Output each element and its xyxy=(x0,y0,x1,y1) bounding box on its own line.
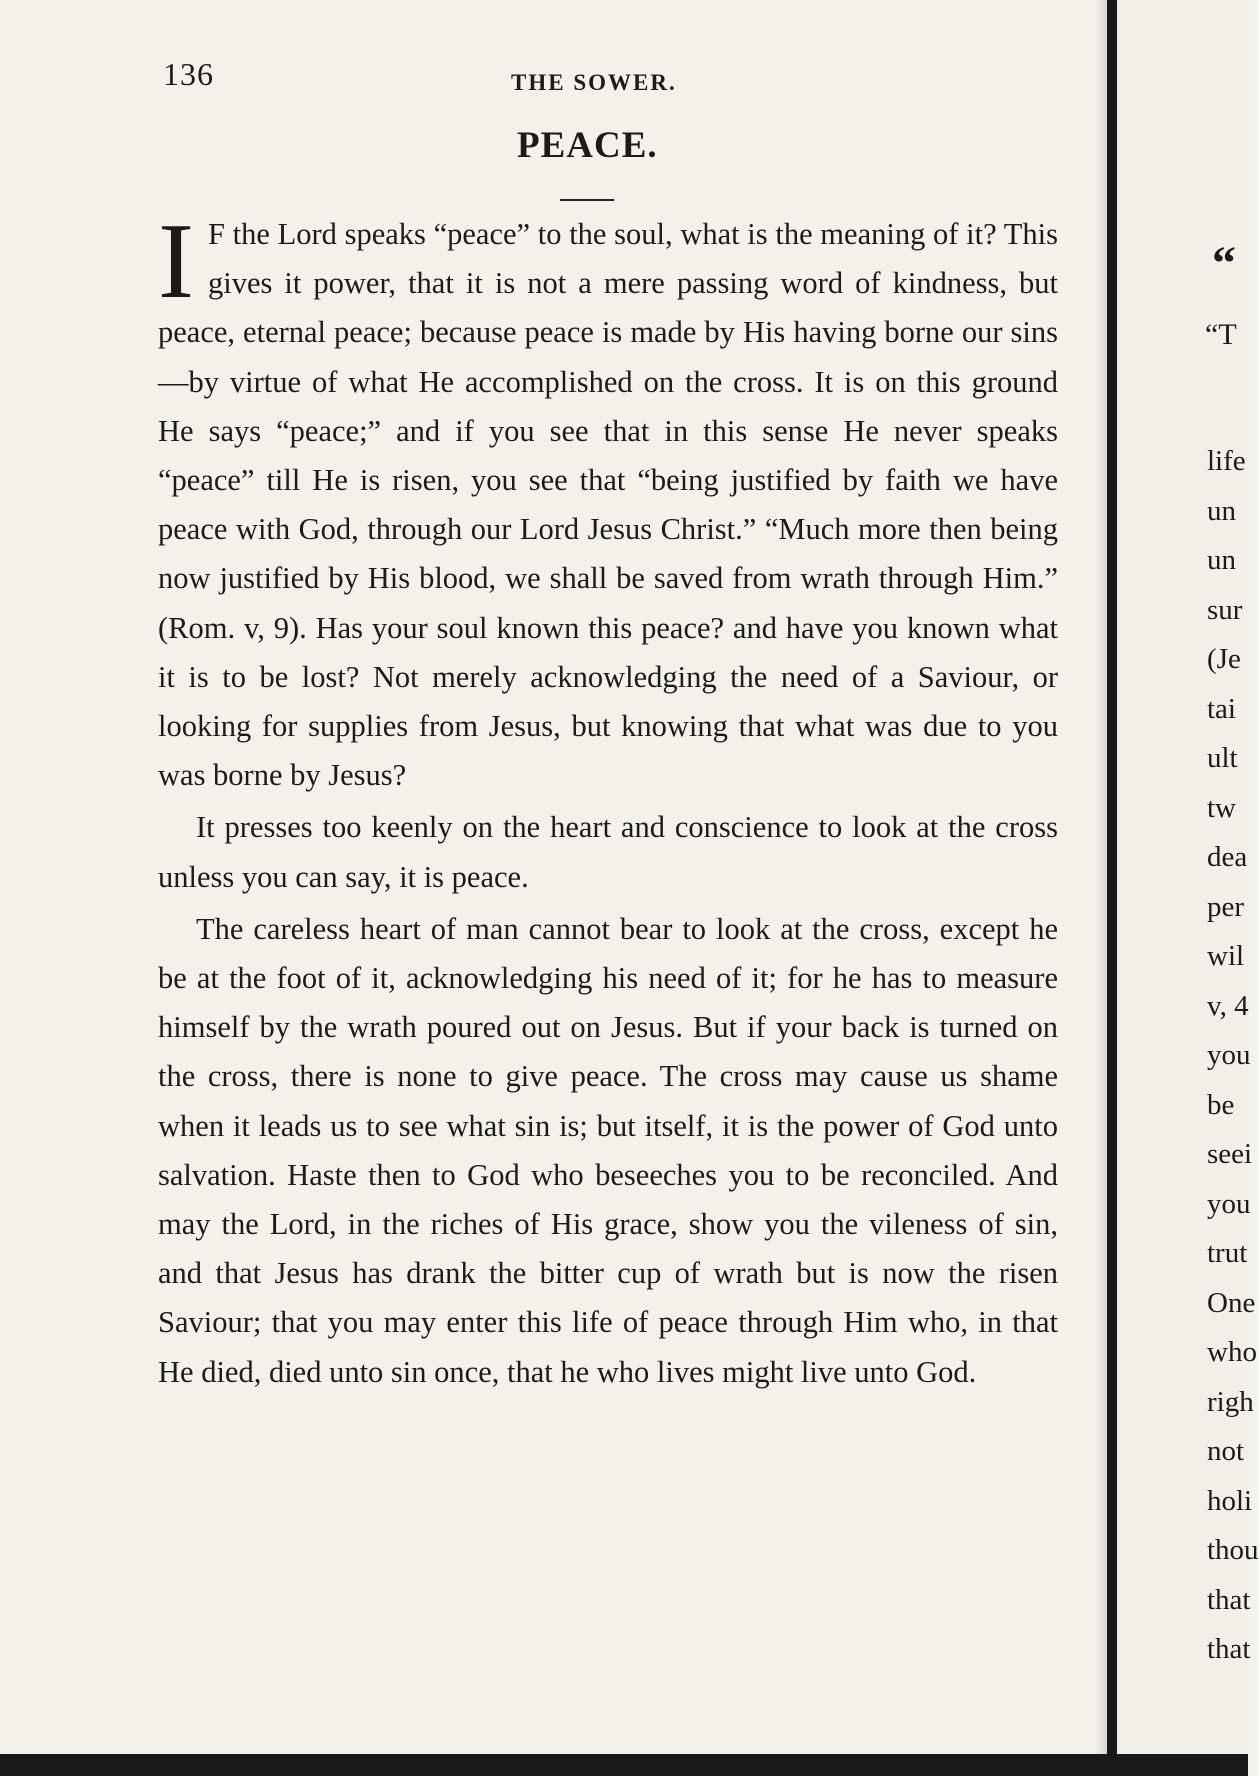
facing-page-line-fragment: who xyxy=(1207,1336,1257,1368)
facing-page-line-fragment: that xyxy=(1207,1583,1251,1616)
page-number: 136 xyxy=(163,56,214,92)
paragraph-1 xyxy=(158,202,1058,800)
facing-page-line-fragment: One xyxy=(1207,1286,1256,1319)
article-title: PEACE. xyxy=(517,125,658,166)
facing-page-line-fragment: you xyxy=(1207,1187,1251,1220)
facing-page-line-fragment: thou xyxy=(1207,1534,1259,1566)
paragraph-3: The careless heart of man cannot bear to look at the cross, except he be at the foot of it, acknowledging his need of it; for he has to measure himself by the wrath poured out on Jesus. But if your back is turned on the cross, there is none to give peace. The cross may cause us shame when it leads us to see what sin is; but itself, it is the power of God unto salvation. Haste then to God who beseeches you to be reconciled. And may the Lord, in the riches of His grace, show you the vileness of sin, and that Jesus has drank the bitter cup of wrath but is now the risen Saviour; that you may enter this life of peace through Him who, in that He died, died unto sin once, that he who lives might live unto God. xyxy=(158,911,1058,1389)
facing-page-line-fragment: seei xyxy=(1207,1138,1253,1170)
facing-page-line-fragment: not xyxy=(1207,1435,1245,1467)
facing-page-fragment xyxy=(1117,0,1259,1754)
paragraph-text: F the Lord speaks “peace” to the soul, what is the meaning of it? This gives it power, that it is not a mere passing word of kindness, but peace, eternal peace; because peace is made by His having borne our sins—by virtue of what He accomplished on the cross. It is on this ground He says “peace;” and if you see that in this sense He never speaks “peace” till He is risen, you see that “being justified by faith we have peace with God, through our Lord Jesus Christ.” “Much more then being now justified by His blood, we shall be saved from wrath through Him.” (Rom. v, 9). Has your soul known this peace? and have you known what it is to be lost? Not merely acknowledging the need of a Saviour, or looking for supplies from Jesus, but knowing that what was due to you was borne by Jesus? xyxy=(158,217,1058,793)
facing-page-quote-mark: “ xyxy=(1212,237,1236,290)
facing-page-line-fragment: per xyxy=(1207,890,1245,923)
facing-page-line-fragment: wil xyxy=(1207,940,1245,972)
facing-page-line-fragment: tai xyxy=(1207,692,1236,725)
facing-page-line-fragment: ult xyxy=(1207,742,1238,774)
facing-page-lines xyxy=(1207,437,1259,1675)
gutter-shadow xyxy=(1095,0,1107,1776)
facing-page-line-fragment: v, 4 xyxy=(1207,989,1249,1022)
page-bottom-edge xyxy=(0,1754,1248,1776)
facing-page-line-fragment: be xyxy=(1207,1088,1235,1121)
facing-page-line: “T xyxy=(1205,318,1237,351)
facing-page-line-fragment: holi xyxy=(1207,1484,1253,1517)
paragraph-2: It presses too keenly on the heart and conscience to look at the cross unless you can say, it is peace. xyxy=(158,810,1058,894)
article-body xyxy=(158,202,1058,1397)
facing-page-line-fragment: trut xyxy=(1207,1237,1248,1269)
facing-page-line-fragment: life xyxy=(1207,445,1246,477)
facing-page-line-fragment: un xyxy=(1207,494,1236,527)
page-gutter xyxy=(1107,0,1117,1776)
running-head: THE SOWER. xyxy=(511,70,677,95)
facing-page-line-fragment: sur xyxy=(1207,593,1243,626)
left-page xyxy=(140,0,1090,1750)
facing-page-line-fragment: you xyxy=(1207,1039,1251,1071)
title-rule xyxy=(560,199,614,201)
drop-cap: I xyxy=(158,202,194,321)
facing-page-line-fragment: un xyxy=(1207,544,1236,576)
facing-page-line-fragment: righ xyxy=(1207,1385,1254,1418)
facing-page-line-fragment: (Je xyxy=(1207,643,1241,675)
facing-page-line-fragment: tw xyxy=(1207,791,1236,824)
facing-page-line-fragment: that xyxy=(1207,1633,1251,1665)
facing-page-line-fragment: dea xyxy=(1207,841,1248,873)
